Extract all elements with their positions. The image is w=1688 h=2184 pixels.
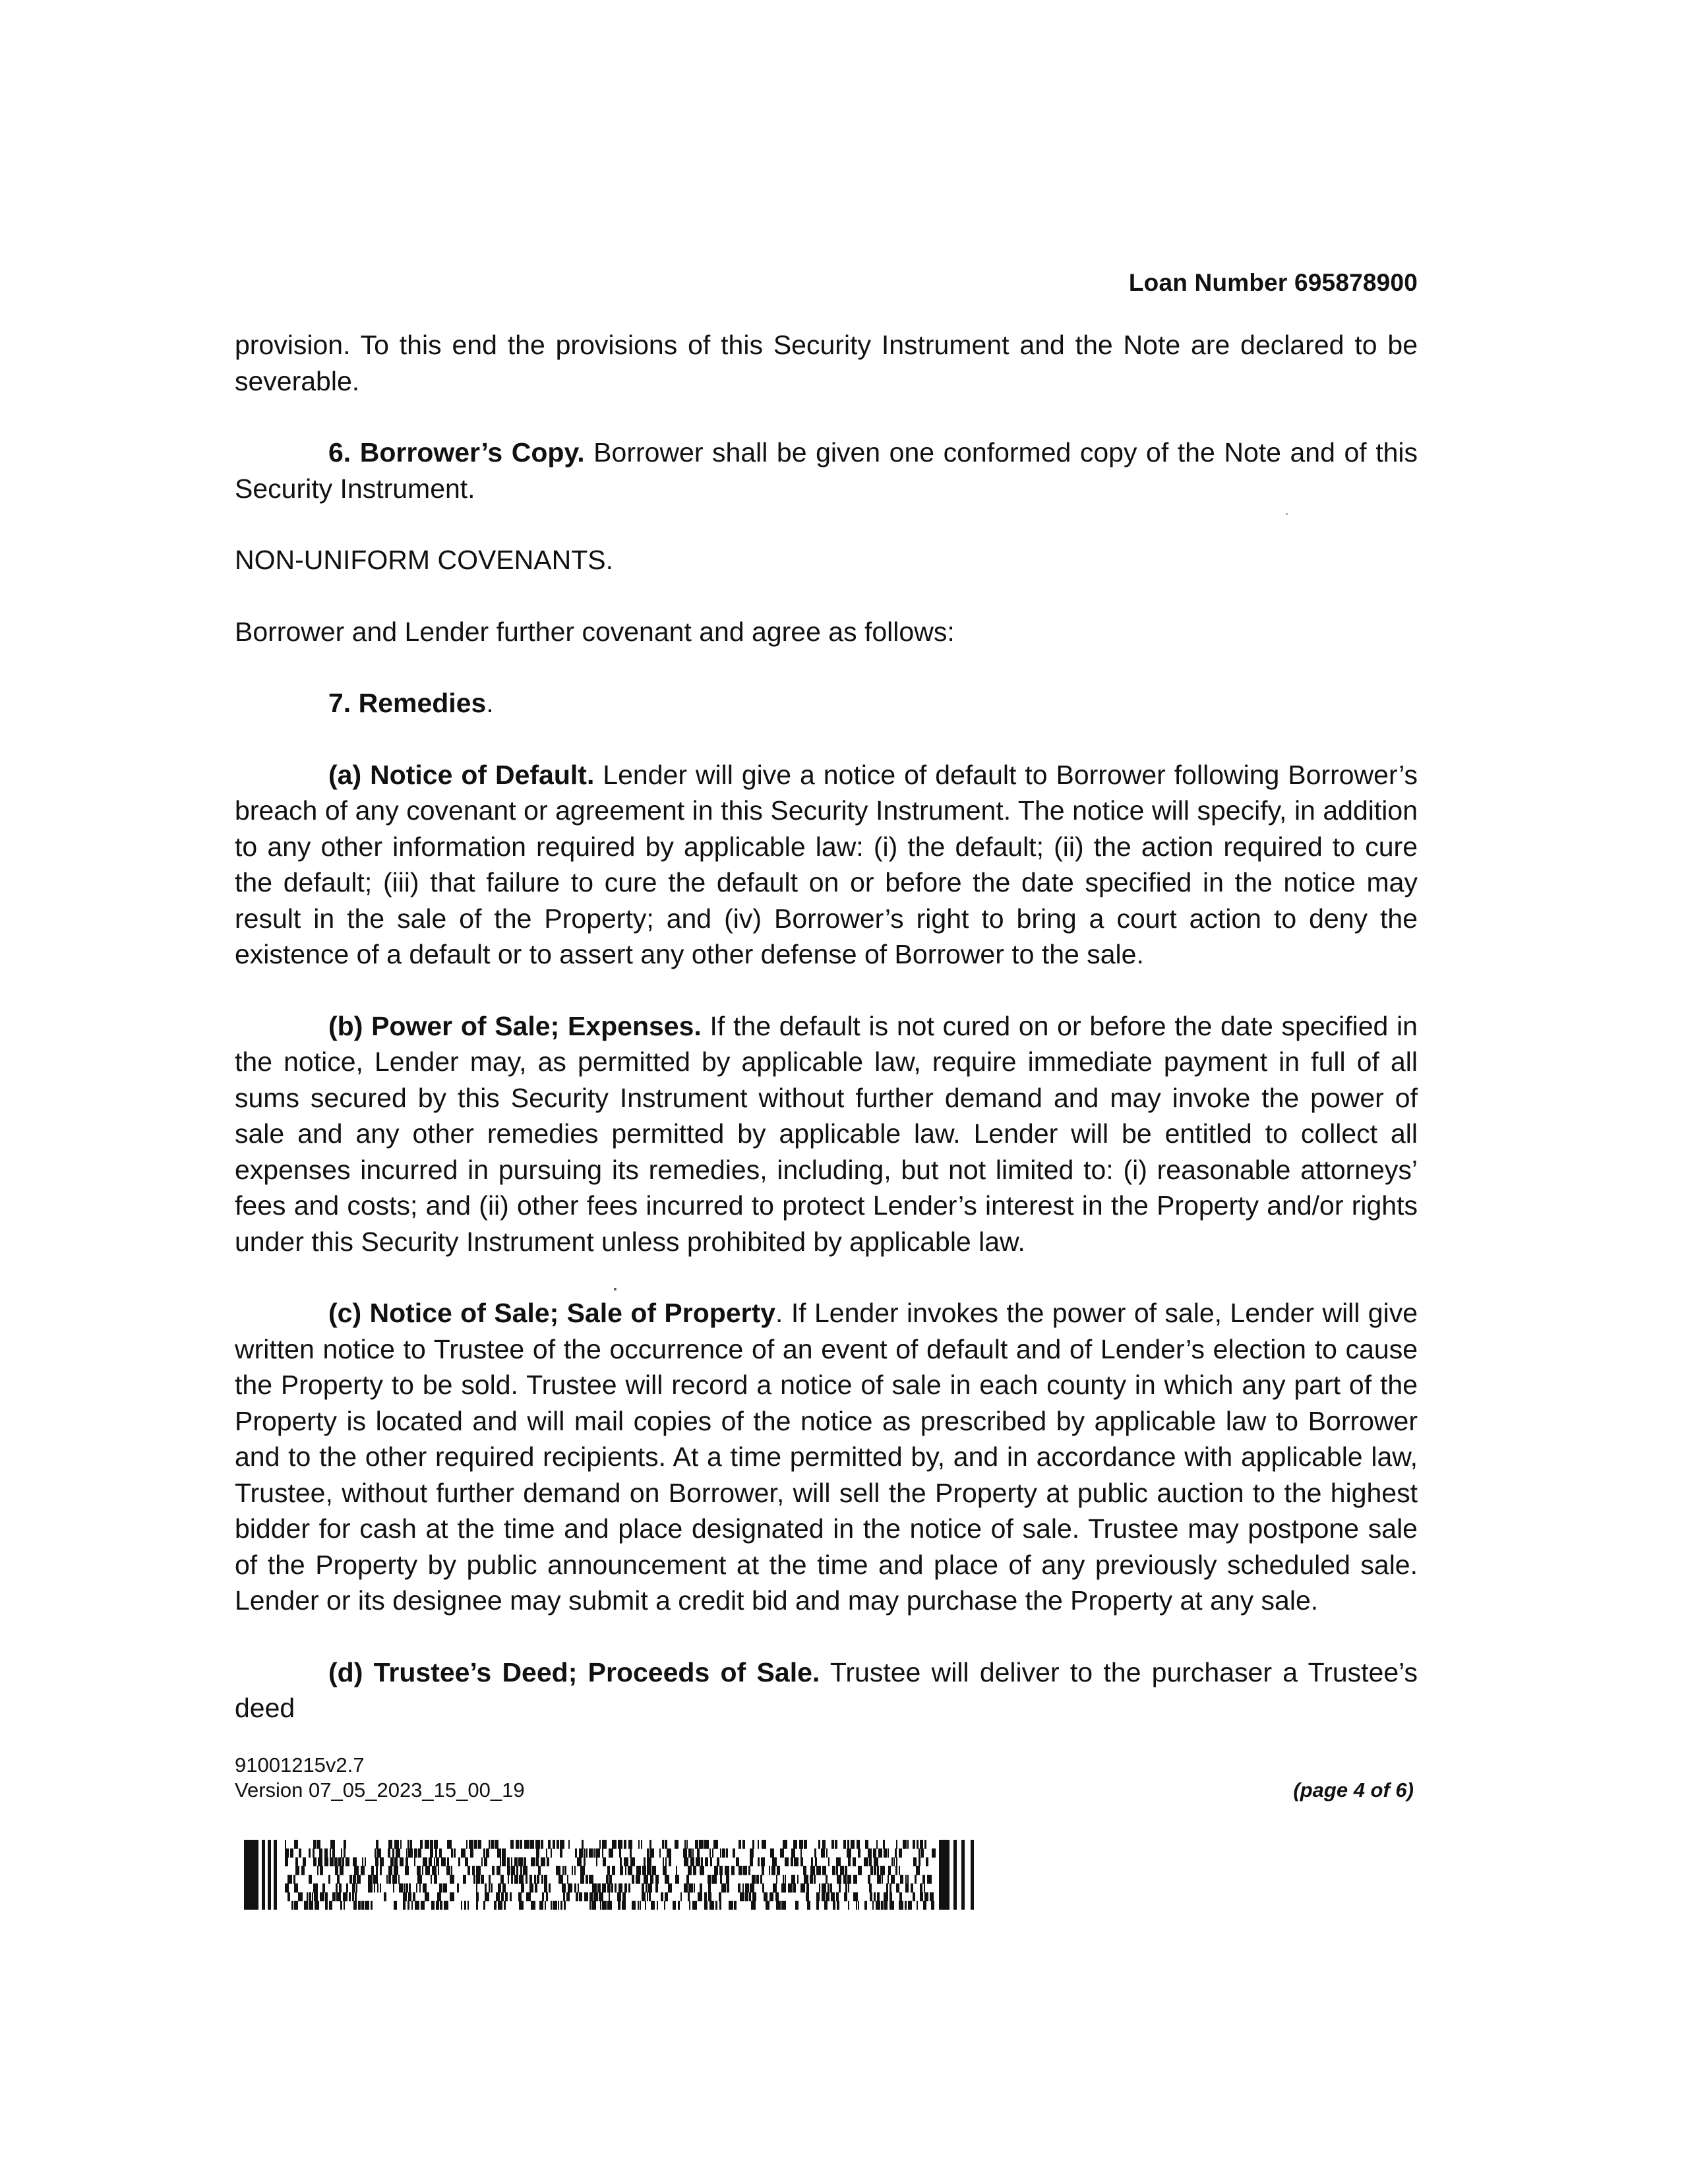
further-covenant-text: Borrower and Lender further covenant and agree as follows: bbox=[235, 616, 955, 647]
barcode-image bbox=[244, 1840, 980, 1910]
subsection-b-heading: (b) Power of Sale; Expenses. bbox=[328, 1010, 702, 1041]
section-6-text: Borrower shall be given one conformed copy of the Note and of this Security Instrument. bbox=[235, 437, 1418, 504]
subsection-a-heading: (a) Notice of Default. bbox=[328, 759, 595, 790]
subsection-d bbox=[235, 1654, 1418, 1726]
non-uniform-heading bbox=[235, 542, 1418, 578]
subsection-b-text: If the default is not cured on or before the date specified in the notice, Lender may, as permitted by applicable law, require immediate payment in full of all sums secured by this Security Instrument without further demand and may invoke the power of sale and any other remedies permitted by applicable law. Lender will be entitled to collect all expenses incurred in pursuing its remedies, including, but not limited to: (i) reasonable attorneys’ fees and costs; and (ii) other fees incurred to protect Lender’s interest in the Property and/or rights under this Security Instrument unless prohibited by applicable law. bbox=[235, 1010, 1418, 1257]
form-version: Version 07_05_2023_15_00_19 bbox=[235, 1778, 525, 1802]
section-7 bbox=[235, 685, 1418, 721]
subsection-c bbox=[235, 1295, 1418, 1619]
subsection-c-heading: (c) Notice of Sale; Sale of Property bbox=[328, 1298, 776, 1328]
form-id: 91001215v2.7 bbox=[235, 1753, 365, 1776]
subsection-c-text: . If Lender invokes the power of sale, Lender will give written notice to Trustee of the occurrence of an event of default and of Lender’s election to cause the Property to be sold. Trustee will record a notice of sale in each county in which any part of the Property is located and will mail copies of the notice as prescribed by applicable law to Borrower and to the other required recipients. At a time permitted by, and in accordance with applicable law, Trustee, without further demand on Borrower, will sell the Property at public auction to the highest bidder for cash at the time and place designated in the notice of sale. Trustee may postpone sale of the Property by public announcement at the time and place of any previously scheduled sale. Lender or its designee may submit a credit bid and may purchase the Property at any sale. bbox=[235, 1298, 1418, 1616]
subsection-d-text: Trustee will deliver to the purchaser a Trustee’s deed bbox=[235, 1656, 1418, 1723]
subsection-d-heading: (d) Trustee’s Deed; Proceeds of Sale. bbox=[328, 1656, 820, 1687]
non-uniform-text: NON-UNIFORM COVENANTS. bbox=[235, 545, 613, 575]
document-body bbox=[235, 327, 1418, 1726]
subsection-a bbox=[235, 757, 1418, 973]
page-number: (page 4 of 6) bbox=[1293, 1778, 1414, 1802]
barcode-graphic bbox=[244, 1840, 980, 1910]
subsection-a-text: Lender will give a notice of default to Borrower following Borrower’s breach of any covenant or agreement in this Security Instrument. The notice will specify, in addition to any other information required by applicable law: (i) the default; (ii) the action required to cure the default; (iii) that failure to cure the default on or before the date specified in the notice may result in the sale of the Property; and (iv) Borrower’s right to bring a court action to deny the existence of a default or to assert any other defense of Borrower to the sale. bbox=[235, 759, 1418, 969]
further-covenant bbox=[235, 614, 1418, 650]
section-6 bbox=[235, 435, 1418, 506]
scan-speck bbox=[614, 1288, 617, 1290]
paragraph-text: provision. To this end the provisions of this Security Instrument and the Note are declared to be severable. bbox=[235, 330, 1418, 396]
scan-speck bbox=[1286, 513, 1288, 515]
section-7-period: . bbox=[486, 688, 494, 718]
footer-form-info bbox=[235, 1753, 525, 1803]
subsection-b bbox=[235, 1008, 1418, 1260]
loan-number: Loan Number 695878900 bbox=[1128, 269, 1418, 296]
section-6-heading: 6. Borrower’s Copy. bbox=[328, 437, 585, 468]
paragraph-severable bbox=[235, 327, 1418, 399]
section-7-heading: 7. Remedies bbox=[328, 688, 487, 718]
